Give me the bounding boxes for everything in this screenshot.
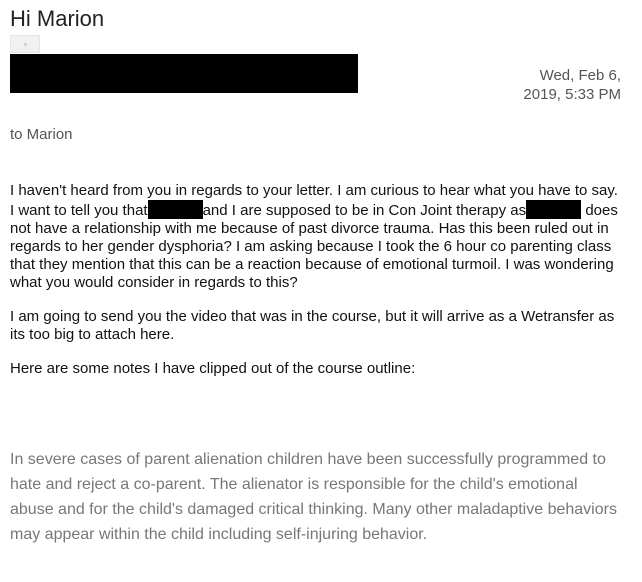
body-paragraph-3: I am going to send you the video that was in the course, but it will arrive as a Wetransfer as its too big to attach here.: [10, 308, 615, 343]
email-body: [10, 182, 626, 378]
body-paragraph-4: Here are some notes I have clipped out of the course outline:: [10, 360, 416, 377]
body-paragraph-2-part-c: does not have a relationship with me because of past divorce trauma. Has this been ruled out in regards to her gender dysphoria? I am asking because I took the 6 hour co parenting class that they mention that this can be a reaction because of emotional turmoil. I was wondering what you would consider in regards to this?: [10, 202, 618, 291]
email-date-line1: Wed, Feb 6,: [539, 67, 621, 84]
quoted-course-note: In severe cases of parent alienation children have been successfully programmed to hate and reject a co-parent. The alienator is responsible for the child's emotional abuse and for the child's damaged critical thinking. Many other maladaptive behaviors may appear within the child including self-injuring behavior.: [10, 451, 617, 543]
sender-avatar-icon: [10, 35, 40, 53]
body-paragraph-2-part-a: I want to tell you that: [10, 202, 148, 219]
redacted-sender: [10, 54, 358, 93]
email-date-line2: 2019, 5:33 PM: [523, 86, 621, 103]
recipient-line[interactable]: to Marion: [10, 126, 73, 143]
body-paragraph-2: [10, 200, 626, 292]
email-subject: Hi Marion: [10, 6, 105, 31]
redacted-name-2: [526, 200, 581, 219]
body-paragraph-2-part-b: and I are supposed to be in Con Joint therapy as: [202, 202, 527, 219]
email-date: [523, 66, 621, 104]
redacted-name-1: [148, 200, 203, 219]
body-paragraph-1: I haven't heard from you in regards to your letter. I am curious to hear what you have to say.: [10, 182, 618, 199]
